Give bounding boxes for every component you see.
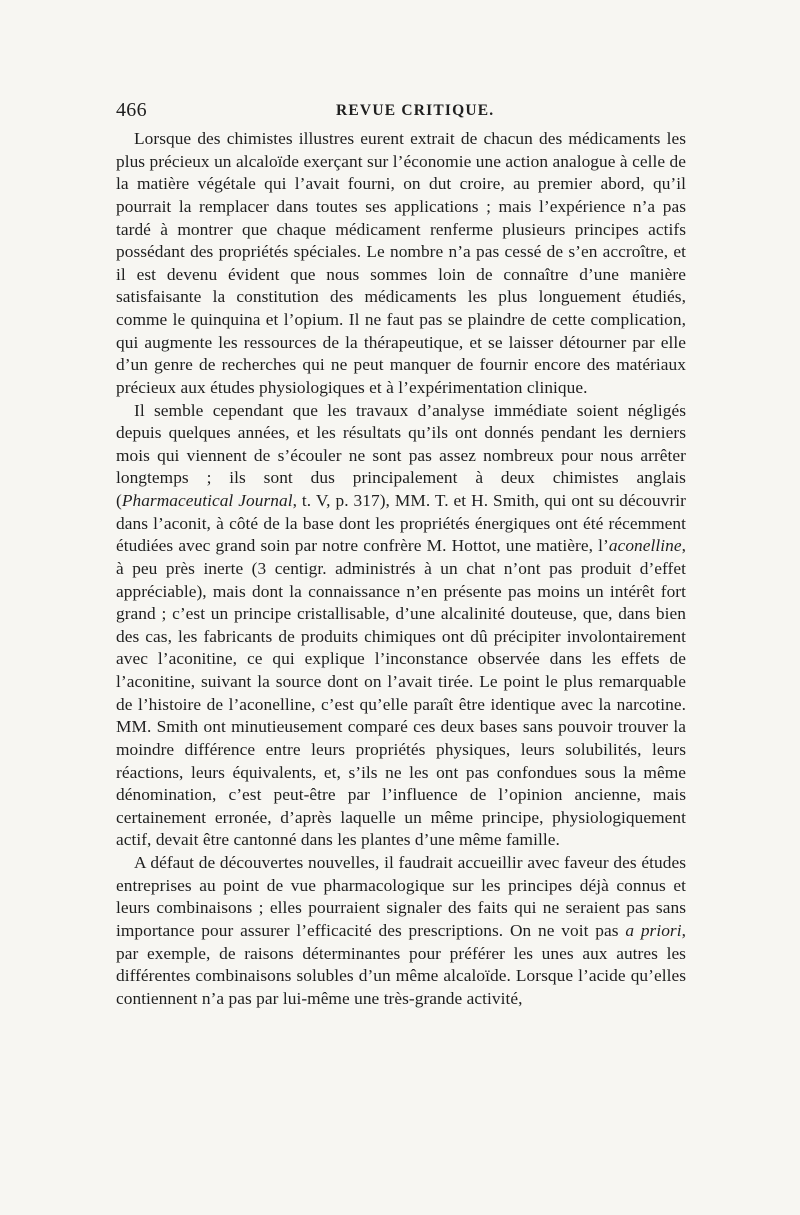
running-header — [116, 98, 686, 124]
running-title: REVUE CRITIQUE. — [336, 102, 495, 119]
paragraph-3-text-part-1: A défaut de découvertes nouvelles, il faudrait accueillir avec faveur des études entreprises au point de vue pharmacologique sur les principes déjà connus et leurs combinaisons ; elles pourraient signaler des faits qui ne seraient pas sans importance pour assurer l’efficacité des prescriptions. On ne voit pas — [116, 853, 686, 940]
paragraph-2 — [116, 400, 686, 853]
paragraph-1 — [116, 128, 686, 400]
body-text — [116, 128, 686, 1010]
paragraph-3 — [116, 852, 686, 1010]
paragraph-2-text-part-3: , à peu près inerte (3 centigr. administrés à un chat n’ont pas produit d’effet appréciable), mais dont la connaissance n’en présente pas moins un intérêt fort grand ; c’est un principe cristallisable, d’une alcalinité douteuse, que, dans bien des cas, les fabricants de produits chimiques ont dû précipiter involontairement avec l’aconitine, ce qui explique l’inconstance observée dans les effets de l’aconitine, suivant la source dont on l’avait tirée. Le point le plus remarquable de l’histoire de l’aconelline, c’est qu’elle paraît être identique avec la narcotine. MM. Smith ont minutieusement comparé ces deux bases sans pouvoir trouver la moindre différence entre leurs propriétés physiques, leurs solubilités, leurs réactions, leurs équivalents, et, s’ils ne les ont pas confondues sous la même dénomination, c’est peut-être par l’influence de l’opinion ancienne, mais certainement erronée, d’après laquelle un même principe, physiologiquement actif, devait être cantonné dans les plantes d’une même famille. — [116, 536, 686, 850]
page-number: 466 — [116, 99, 147, 121]
paragraph-1-text: Lorsque des chimistes illustres eurent extrait de chacun des médicaments les plus précieux un alcaloïde exerçant sur l’économie une action analogue à celle de la matière végétale qui l’avait fourni, on dut croire, au premier abord, qu’il pourrait la remplacer dans toutes ses applications ; mais l’expérience n’a pas tardé à montrer que chaque médicament renferme plusieurs principes actifs possédant des propriétés spéciales. Le nombre n’a pas cessé de s’en accroître, et il est devenu évident que nous sommes loin de connaître d’une manière satisfaisante la constitution des médicaments les plus longuement étudiés, comme le quinquina et l’opium. Il ne faut pas se plaindre de cette complication, qui augmente les ressources de la thérapeutique, et se laisser détourner par elle d’un genre de recherches qui ne peut manquer de fournir encore des matériaux précieux aux études physiologiques et à l’expérimentation clinique. — [116, 129, 686, 397]
aconelline-italic: aconelline — [608, 536, 682, 556]
paragraph-2-text-part-1: Il semble cependant que les travaux d’analyse immédiate soient négligés depuis quelques années, et les résultats qu’ils ont donnés pendant les derniers mois qui viennent de s’écouler ne sont pas assez nombreux pour nous arrêter longtemps ; ils sont dus principalement à deux chimistes anglais ( — [116, 400, 686, 510]
journal-title-italic: Pharmaceutical Journal — [121, 491, 293, 510]
paragraph-2-text-part-2: , t. V, p. 317), MM. T. et H. Smith, qui ont su découvrir dans l’aconit, à côté de la base dont les propriétés énergiques ont été récemment étudiées avec grand soin par notre confrère M. Hottot, une matière, l’ — [116, 491, 686, 556]
a-priori-italic: a priori — [625, 920, 682, 940]
paragraph-3-text-part-2: , par exemple, de raisons déterminantes pour préférer les unes aux autres les différentes combinaisons solubles d’un même alcaloïde. Lorsque l’acide qu’elles contiennent n’a pas par lui-même une très-grande activité, — [116, 920, 686, 1008]
